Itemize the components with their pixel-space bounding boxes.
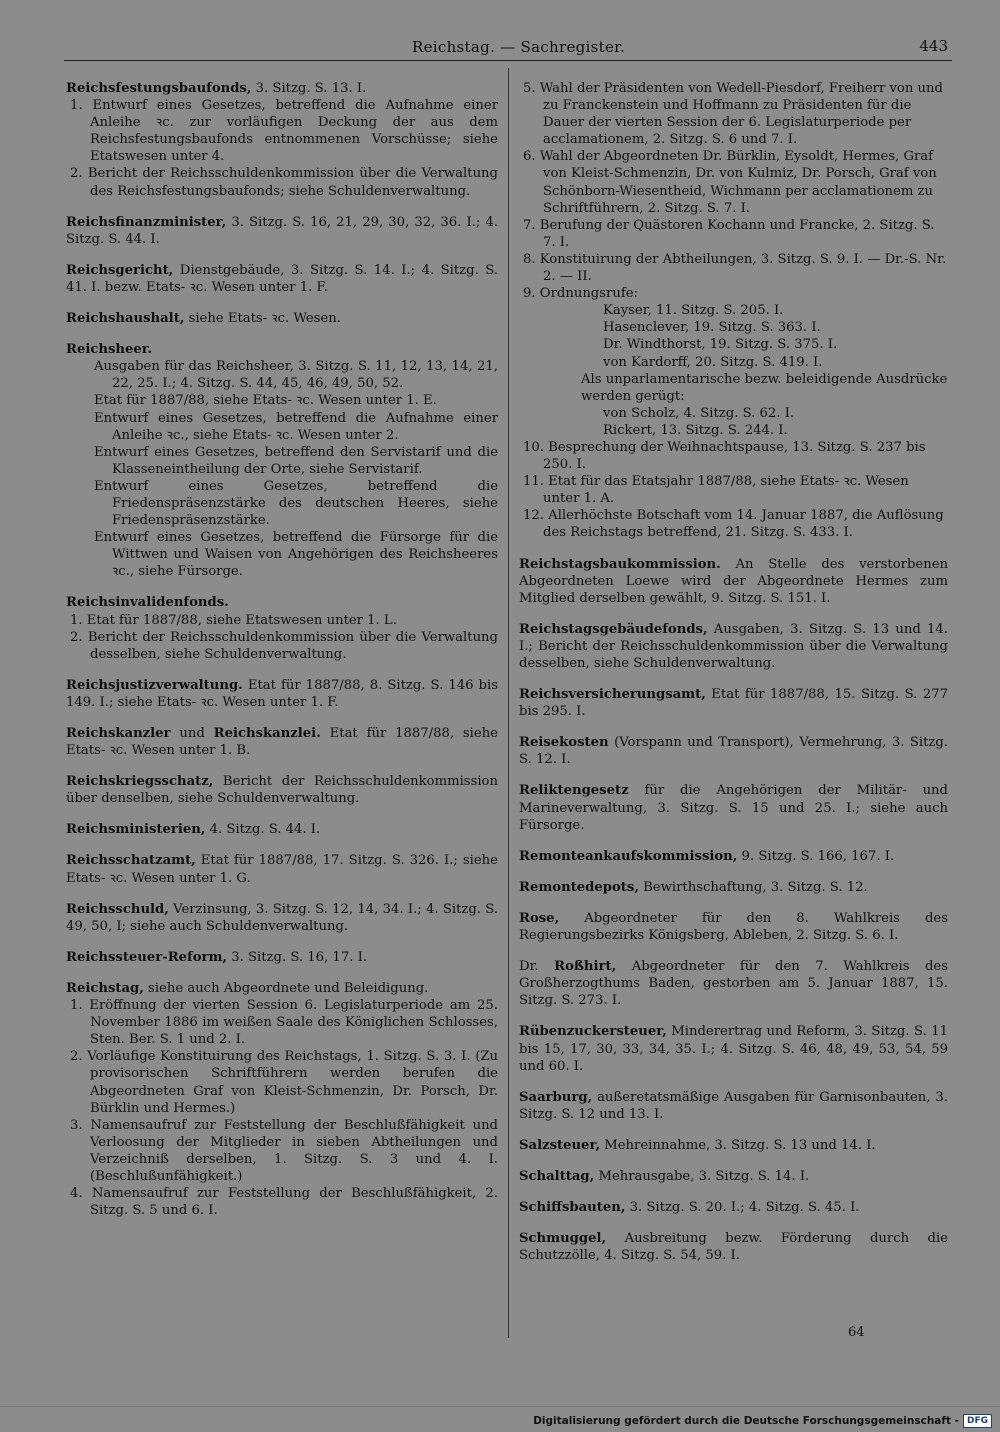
entry-text: Abgeordneter für den 8. Wahlkreis des Regierungsbezirks Königsberg, Ableben, 2. Sitzg. S. 6. I. — [519, 910, 948, 944]
entry-heading: Reichsschatzamt, — [66, 853, 196, 869]
entry-text: Bewirthschaftung, 3. Sitzg. S. 12. — [638, 879, 868, 895]
entry-prefix: Dr. — [519, 959, 555, 975]
entry-subitem: 2. Vorläufige Konstituirung des Reichstags, 1. Sitzg. S. 3. I. (Zu provisorischen Schriftführern werden berufen die Abgeordneten Graf von Kleist-Schmenzin, Dr. Porsch, Dr. Bürklin und Hermes.) — [70, 1049, 498, 1116]
entry-heading: Reichsversicherungsamt, — [519, 687, 706, 703]
reichstag-subitem: 6. Wahl der Abgeordneten Dr. Bürklin, Eysoldt, Hermes, Graf von Kleist-Schmenzin, Dr. von Kulmiz, Dr. Porsch, Graf von Schönborn-Wiesentheid, Wichmann per acclamationem zu Schriftführern, 2. Sitzg. S. 7. I. — [523, 149, 937, 216]
unparl-item: Rickert, 13. Sitzg. S. 244. I. — [603, 422, 788, 438]
entry-heading: Salzsteuer, — [519, 1137, 601, 1153]
entry-subitem: 2. Bericht der Reichsschuldenkommission über die Verwaltung des Reichsfestungsbaufonds; siehe Schuldenverwaltung. — [70, 166, 498, 199]
entry-text: An Stelle des verstorbenen Abgeordneten Loewe wird der Abgeordnete Hermes zum Mitglied derselben gewählt, 9. Sitzg. S. 151. I. — [519, 556, 948, 606]
ordnungsruf-item: von Kardorff, 20. Sitzg. S. 419. I. — [603, 354, 823, 370]
entry-text: Etat für 1887/88, 8. Sitzg. S. 146 bis 149. I.; siehe Etats- ꝛc. Wesen unter 1. F. — [66, 677, 498, 710]
entry-heading: Reichstag, — [66, 980, 144, 996]
entry-subitem: 4. Namensaufruf zur Feststellung der Beschlußfähigkeit, 2. Sitzg. S. 5 und 6. I. — [70, 1186, 498, 1219]
entry-text: Mehrausgabe, 3. Sitzg. S. 14. I. — [594, 1168, 810, 1184]
column-divider — [508, 68, 509, 1338]
index-entry — [66, 949, 498, 966]
entry-heading: Rose, — [519, 910, 560, 926]
entry-subitem: 2. Bericht der Reichsschuldenkommission über die Verwaltung desselben, siehe Schuldenverwaltung. — [70, 629, 498, 662]
entry-heading: Schalttag, — [519, 1168, 595, 1184]
unparl-intro: Als unparlamentarische bezw. beleidigende Ausdrücke werden gerügt: — [581, 371, 948, 404]
reichstag-subitem: 9. Ordnungsrufe: — [523, 286, 638, 302]
entry-subitem: Ausgaben für das Reichsheer, 3. Sitzg. S. 11, 12, 13, 14, 21, 22, 25. I.; 4. Sitzg. S. 44, 45, 46, 49, 50, 52. — [94, 359, 498, 392]
entry-text: außeretatsmäßige Ausgaben für Garnisonbauten, 3. Sitzg. S. 12 und 13. I. — [519, 1089, 948, 1122]
index-entry — [66, 725, 498, 759]
entry-heading: Reichsfinanzminister, — [66, 214, 227, 230]
entry-text: 3. Sitzg. S. 16, 17. I. — [227, 949, 367, 965]
index-entry — [519, 686, 948, 720]
entry-text: für die Angehörigen der Militär- und Marineverwaltung, 3. Sitzg. S. 15 und 25. I.; siehe auch Fürsorge. — [519, 783, 948, 833]
index-entry — [519, 879, 948, 896]
index-entry — [519, 848, 948, 865]
index-entry — [66, 821, 498, 838]
index-entry — [519, 621, 948, 672]
ordnungsruf-item: Dr. Windthorst, 19. Sitzg. S. 375. I. — [603, 337, 838, 353]
index-entry — [519, 1137, 948, 1154]
entry-text: 3. Sitzg. S. 20. I.; 4. Sitzg. S. 45. I. — [625, 1200, 860, 1216]
index-entry — [66, 80, 498, 200]
reichstag-subitem: 5. Wahl der Präsidenten von Wedell-Piesdorf, Freiherr von und zu Franckenstein und Hoffmann zu Präsidenten für die Dauer der vierten Session der 6. Legislaturperiode per acclamationem, 2. Sitzg. S. 6 und 7. I. — [523, 81, 943, 148]
entry-subitem: Entwurf eines Gesetzes, betreffend die Friedenspräsenzstärke des deutschen Heeres, siehe Friedenspräsenzstärke. — [94, 478, 498, 529]
page-header — [64, 36, 952, 61]
entry-text: 4. Sitzg. S. 44. I. — [205, 822, 321, 838]
index-entry — [66, 980, 498, 1219]
entry-heading: Reichsschuld, — [66, 901, 169, 917]
ordnungsruf-item: Hasenclever, 19. Sitzg. S. 363. I. — [603, 320, 821, 336]
page-number: 443 — [919, 37, 948, 55]
index-entry — [66, 214, 498, 248]
entry-subitem: Entwurf eines Gesetzes, betreffend den Servistarif und die Klasseneintheilung der Orte, siehe Servistarif. — [94, 444, 498, 477]
index-entry — [519, 1089, 948, 1123]
entry-subitem: Entwurf eines Gesetzes, betreffend die Aufnahme einer Anleihe ꝛc., siehe Etats- ꝛc. Wesen unter 2. — [94, 410, 498, 443]
entry-heading: Reichssteuer-Reform, — [66, 949, 228, 965]
reichstag-subitem: 8. Konstituirung der Abtheilungen, 3. Sitzg. S. 9. I. — Dr.-S. Nr. 2. — II. — [523, 251, 947, 285]
index-entry — [66, 852, 498, 886]
index-entry — [519, 1199, 948, 1216]
scan-edge — [0, 1406, 1000, 1407]
index-entry — [66, 262, 498, 296]
index-entry — [66, 677, 498, 711]
entry-text: 3. Sitzg. S. 13. I. — [251, 81, 367, 96]
entry-text: 9. Sitzg. S. 166, 167. I. — [737, 848, 895, 864]
dfg-logo: DFG — [963, 1414, 992, 1428]
entry-heading: Reichsjustizverwaltung. — [66, 677, 243, 693]
index-entry — [519, 556, 948, 607]
reichstag-subitem: 12. Allerhöchste Botschaft vom 14. Januar 1887, die Auflösung des Reichstags betreffend, 21. Sitzg. S. 433. I. — [523, 508, 944, 541]
ordnungsruf-item: Kayser, 11. Sitzg. S. 205. I. — [603, 303, 784, 319]
unparl-item: von Scholz, 4. Sitzg. S. 62. I. — [603, 405, 795, 421]
right-entries — [519, 556, 948, 1265]
index-entry — [519, 1023, 948, 1074]
entry-heading: Reichsheer. — [66, 342, 153, 358]
entry-subitem: 1. Eröffnung der vierten Session 6. Legislaturperiode am 25. November 1886 im weißen Saale des Königlichen Schlosses, Sten. Ber. S. 1 und 2. I. — [70, 998, 498, 1048]
index-entry — [66, 341, 498, 580]
reichstag-subitem: 10. Besprechung der Weihnachtspause, 13. Sitzg. S. 237 bis 250. I. — [523, 439, 926, 473]
digitization-credit — [533, 1414, 992, 1428]
entry-heading: Reichstagsbaukommission. — [519, 556, 721, 572]
reichstag-continuation — [519, 80, 948, 302]
index-entry — [519, 910, 948, 944]
index-entry — [519, 782, 948, 833]
index-entry — [519, 1168, 948, 1185]
entry-heading: Rübenzuckersteuer, — [519, 1024, 667, 1040]
entry-heading: Reichsministerien, — [66, 822, 206, 838]
right-column — [519, 80, 948, 1278]
running-title: Reichstag. — Sachregister. — [412, 38, 626, 56]
unparl-list — [603, 405, 948, 439]
entry-heading: Roßhirt, — [554, 959, 617, 975]
entry-text: Bericht der Reichsschuldenkommission über denselben, siehe Schuldenverwaltung. — [66, 774, 498, 807]
entry-heading: Reichskanzlei. — [213, 726, 321, 741]
reichstag-subitem: 7. Berufung der Quästoren Kochann und Francke, 2. Sitzg. S. 7. I. — [523, 217, 935, 250]
entry-heading: Reichshaushalt, — [66, 311, 185, 327]
entry-text: und — [170, 726, 214, 741]
index-entry — [66, 310, 498, 327]
entry-text: Dienstgebäude, 3. Sitzg. S. 14. I.; 4. Sitzg. S. 41. I. bezw. Etats- ꝛc. Wesen unter 1. F. — [66, 262, 498, 295]
sheet-number: 64 — [848, 1325, 865, 1340]
entry-text: Ausbreitung bezw. Förderung durch die Schutzzölle, 4. Sitzg. S. 54, 59. I. — [519, 1231, 948, 1264]
index-entry — [519, 958, 948, 1009]
entry-heading: Reichskanzler — [66, 726, 171, 741]
entry-heading: Schiffsbauten, — [519, 1200, 626, 1216]
ordnungsrufe-list — [603, 302, 948, 370]
entry-heading: Remonteankaufskommission, — [519, 848, 738, 864]
entry-subitem: 1. Etat für 1887/88, siehe Etatswesen unter 1. L. — [70, 612, 397, 628]
entry-subitem: 3. Namensaufruf zur Feststellung der Beschlußfähigkeit und Verloosung der Mitglieder in sieben Abtheilungen und Verzeichniß derselben, 1. Sitzg. S. 3 und 4. I. (Beschlußunfähigkeit.) — [70, 1117, 498, 1184]
entry-text: Etat für 1887/88, siehe Etats- ꝛc. Wesen unter 1. B. — [66, 726, 498, 759]
entry-heading: Reichsinvalidenfonds. — [66, 595, 229, 611]
entry-text: siehe Etats- ꝛc. Wesen. — [184, 311, 341, 327]
index-entry — [66, 594, 498, 662]
entry-heading: Remontedepots, — [519, 879, 639, 895]
reichstag-continuation-2 — [519, 439, 948, 542]
entry-text: Minderertrag und Reform, 3. Sitzg. S. 11 bis 15, 17, 30, 33, 34, 35. I.; 4. Sitzg. S. 46, 48, 49, 53, 54, 59 und 60. I. — [519, 1024, 948, 1074]
reichstag-subitem: 11. Etat für das Etatsjahr 1887/88, siehe Etats- ꝛc. Wesen unter 1. A. — [523, 474, 909, 507]
entry-subitem: Entwurf eines Gesetzes, betreffend die Fürsorge für die Wittwen und Waisen von Angehörigen des Reichsheeres ꝛc., siehe Fürsorge. — [94, 530, 498, 580]
entry-heading: Reichsfestungsbaufonds, — [66, 81, 252, 96]
entry-subitem: Etat für 1887/88, siehe Etats- ꝛc. Wesen unter 1. E. — [94, 393, 437, 409]
entry-heading: Reichstagsgebäudefonds, — [519, 621, 708, 637]
entry-heading: Reichsgericht, — [66, 262, 174, 278]
left-column — [66, 80, 498, 1233]
entry-text: Mehreinnahme, 3. Sitzg. S. 13 und 14. I. — [600, 1137, 876, 1153]
entry-subitem: 1. Entwurf eines Gesetzes, betreffend die Aufnahme einer Anleihe ꝛc. zur vorläufigen Deckung der aus dem Reichsfestungsbaufonds entnommenen Vorschüsse; siehe Etatswesen unter 4. — [70, 98, 498, 165]
credit-text: Digitalisierung gefördert durch die Deutsche Forschungsgemeinschaft - — [533, 1415, 959, 1427]
entry-text: Abgeordneter für den 7. Wahlkreis des Großherzogthums Baden, gestorben am 5. Januar 1887, 15. Sitzg. S. 273. I. — [519, 959, 949, 1009]
entry-text: Verzinsung, 3. Sitzg. S. 12, 14, 34. I.; 4. Sitzg. S. 49, 50, I; siehe auch Schuldenverwaltung. — [66, 901, 498, 934]
entry-text: Etat für 1887/88, 15. Sitzg. S. 277 bis 295. I. — [519, 687, 948, 720]
entry-heading: Saarburg, — [519, 1089, 593, 1105]
index-entry — [519, 734, 948, 768]
entry-text: 3. Sitzg. S. 16, 21, 29, 30, 32, 36. I.; 4. Sitzg. S. 44. I. — [66, 214, 498, 247]
entry-heading: Reichskriegsschatz, — [66, 774, 214, 790]
index-entry — [66, 773, 498, 807]
entry-heading: Reliktengesetz — [519, 783, 629, 799]
entry-text: (Vorspann und Transport), Vermehrung, 3. Sitzg. S. 12. I. — [519, 735, 948, 768]
entry-text: Ausgaben, 3. Sitzg. S. 13 und 14. I.; Bericht der Reichsschuldenkommission über die Verwaltung desselben, siehe Schuldenverwaltung. — [519, 621, 948, 671]
entry-heading: Reisekosten — [519, 735, 609, 751]
entry-heading: Schmuggel, — [519, 1231, 607, 1247]
entry-text: siehe auch Abgeordnete und Beleidigung. — [143, 980, 429, 996]
index-entry — [66, 901, 498, 935]
entry-text: Etat für 1887/88, 17. Sitzg. S. 326. I.; siehe Etats- ꝛc. Wesen unter 1. G. — [66, 853, 498, 886]
index-entry — [519, 1230, 948, 1264]
